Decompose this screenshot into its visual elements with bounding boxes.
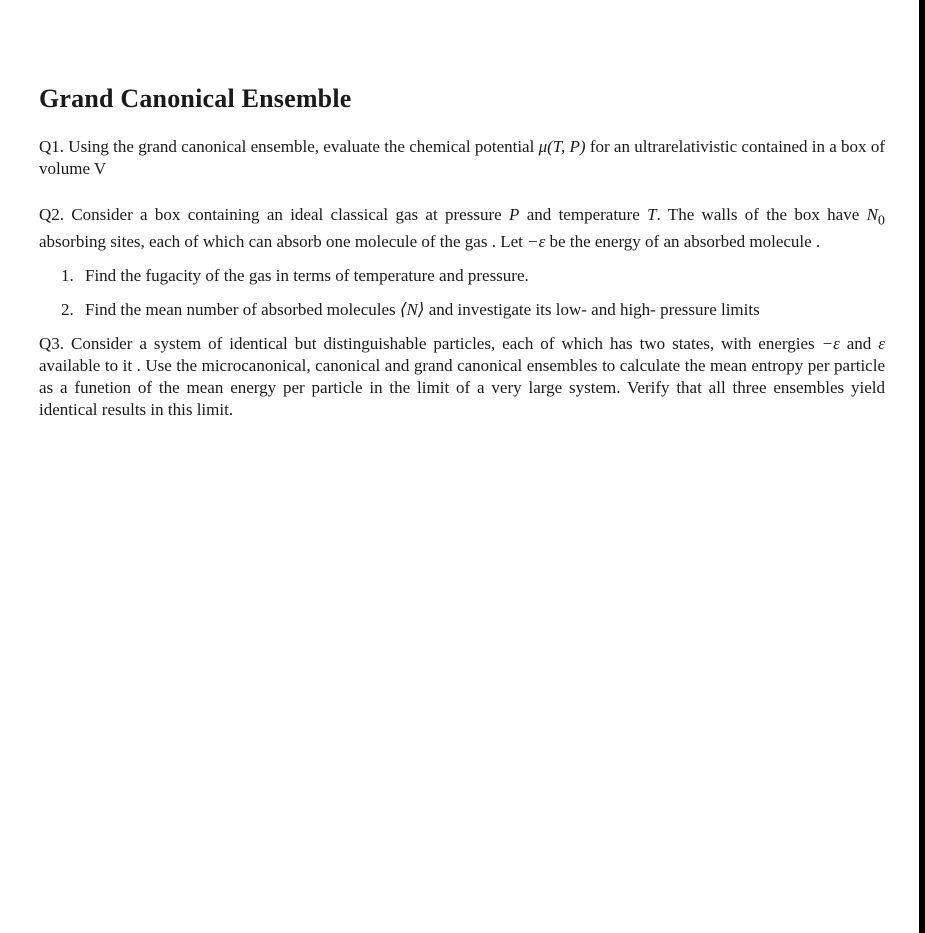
q1-lead: Q1. Using the grand canonical ensemble, evaluate the chemical potential: [39, 137, 539, 156]
q3-math-neg-energy: −ε: [821, 334, 840, 354]
q1-math: μ(T, P): [538, 137, 586, 156]
list-item-math: ⟨N⟩: [399, 300, 425, 320]
q2-math-pressure: P: [509, 205, 520, 224]
list-item-text: Find the fugacity of the gas in terms of temperature and pressure.: [85, 266, 529, 286]
question-1: [39, 136, 885, 180]
q2-math-sites: N: [866, 205, 878, 224]
question-2-list: [39, 265, 885, 321]
list-item-number: 1.: [61, 266, 74, 286]
q2-math-energy: −ε: [527, 232, 546, 252]
q3-part-3: available to it . Use the microcanonical, canonical and grand canonical ensembles to calculate the mean entropy per particle as a funetion of the mean energy per particle in the limit of a very large system. Verify that all three ensembles yield identical results in this limit.: [39, 356, 885, 420]
q2-math-sites-subscript: 0: [877, 212, 885, 229]
question-3: [39, 333, 885, 421]
q2-part-4: absorbing sites, each of which can absorb one molecule of the gas . Let: [39, 232, 528, 252]
q2-part-2: and temperature: [519, 205, 648, 224]
list-item: [39, 265, 885, 287]
q2-math-temperature: T: [647, 205, 657, 224]
right-edge-bar: [919, 0, 925, 933]
q1-tail: for an ultrarelativistic contained in a box of volume V: [39, 137, 885, 178]
q3-part-1: Q3. Consider a system of identical but distinguishable particles, each of which has two states, with energies: [39, 334, 822, 354]
q2-part-1: Q2. Consider a box containing an ideal classical gas at pressure: [39, 205, 509, 224]
list-item: [39, 299, 885, 321]
q2-part-5: be the energy of an absorbed molecule .: [545, 232, 821, 252]
list-item-lead: Find the mean number of absorbed molecules: [85, 300, 400, 320]
question-2: [39, 204, 885, 253]
q2-part-3: . The walls of the box have: [656, 205, 867, 224]
list-item-number: 2.: [61, 300, 74, 320]
q3-part-2: and: [839, 334, 879, 354]
document-content: [39, 84, 885, 421]
list-item-tail: and investigate its low- and high- pressure limits: [424, 300, 760, 320]
q3-math-energy: ε: [878, 334, 885, 354]
page-title: Grand Canonical Ensemble: [39, 84, 352, 113]
